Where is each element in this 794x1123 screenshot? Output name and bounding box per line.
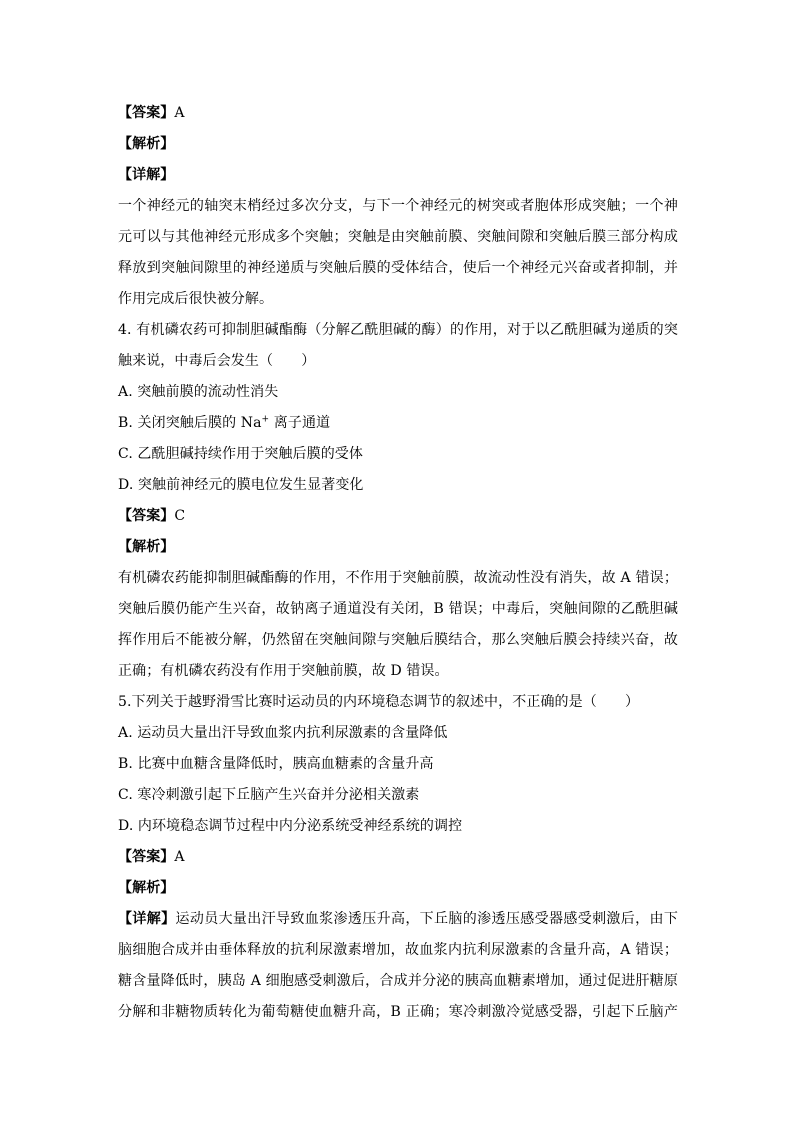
- detail-text: 运动员大量出汗导致血浆渗透压升高，下丘脑的渗透压感受器感受刺激后，由下: [175, 911, 678, 927]
- q4-option-b-superscript: +: [261, 414, 270, 425]
- q4-option-b-rest: 离子通道: [269, 415, 331, 431]
- q3-detail-tag: 【详解】: [118, 167, 175, 183]
- q5-option-d: D. 内环境稳态调节过程中内分泌系统受神经系统的调控: [118, 818, 463, 834]
- q5-answer-line: [118, 842, 678, 873]
- q3-analysis-tag: 【解析】: [118, 136, 175, 152]
- q3-detail-line-1: 一个神经元的轴突末梢经过多次分支，与下一个神经元的树突或者胞体形成突触；一个神: [118, 198, 678, 214]
- q5-stem: 5.下列关于越野滑雪比赛时运动员的内环境稳态调节的叙述中，不正确的是（ ）: [118, 694, 640, 710]
- q4-option-d: D. 突触前神经元的膜电位发生显著变化: [118, 477, 364, 493]
- q4-answer-line: [118, 501, 678, 532]
- q4-option-b-text: B. 关闭突触后膜的 Na: [118, 415, 262, 431]
- answer-tag: 【答案】: [118, 849, 175, 865]
- detail-tag: 【详解】: [118, 911, 176, 927]
- q5-analysis-tag: 【解析】: [118, 880, 175, 896]
- q5-option-b: B. 比赛中血糖含量降低时，胰高血糖素的含量升高: [118, 756, 434, 772]
- document-page: [118, 98, 678, 1028]
- q5-option-c: C. 寒冷刺激引起下丘脑产生兴奋并分泌相关激素: [118, 787, 420, 803]
- answer-tag: 【答案】: [118, 508, 175, 524]
- answer-value: A: [174, 849, 185, 865]
- q4-option-b: [118, 408, 678, 439]
- answer-value: C: [174, 508, 186, 524]
- q3-detail-line-2: 元可以与其他神经元形成多个突触；突触是由突触前膜、突触间隙和突触后膜三部分构成: [118, 229, 678, 245]
- q5-option-a: A. 运动员大量出汗导致血浆内抗利尿激素的含量降低: [118, 725, 448, 741]
- q5-detail-line-1: [118, 904, 678, 935]
- q4-analysis-line-4: 正确；有机磷农药没有作用于突触前膜，故 D 错误。: [118, 663, 449, 679]
- q5-detail-line-2: 脑细胞合成并由垂体释放的抗利尿激素增加，故血浆内抗利尿激素的含量升高，A 错误；: [118, 942, 678, 958]
- q4-stem-line-1: 4. 有机磷农药可抑制胆碱酯酶（分解乙酰胆碱的酶）的作用，对于以乙酰胆碱为递质的突: [118, 322, 678, 338]
- q4-analysis-line-2: 突触后膜仍能产生兴奋，故钠离子通道没有关闭，B 错误；中毒后，突触间隙的乙酰胆碱: [118, 601, 678, 617]
- q3-answer-line: [118, 98, 678, 129]
- q4-option-c: C. 乙酰胆碱持续作用于突触后膜的受体: [118, 446, 364, 462]
- q4-option-a: A. 突触前膜的流动性消失: [118, 384, 279, 400]
- q5-detail-line-4: 分解和非糖物质转化为葡萄糖使血糖升高，B 正确；寒冷刺激冷觉感受器，引起下丘脑产: [118, 1004, 678, 1020]
- q5-detail-line-3: 糖含量降低时，胰岛 A 细胞感受刺激后，合成并分泌的胰高血糖素增加，通过促进肝糖原: [118, 973, 678, 989]
- q4-analysis-line-3: 挥作用后不能被分解，仍然留在突触间隙与突触后膜结合，那么突触后膜会持续兴奋，故: [118, 632, 678, 648]
- q4-analysis-line-1: 有机磷农药能抑制胆碱酯酶的作用，不作用于突触前膜，故流动性没有消失，故 A 错误；: [118, 570, 678, 586]
- answer-value: A: [174, 105, 185, 121]
- q3-detail-line-3: 释放到突触间隙里的神经递质与突触后膜的受体结合，使后一个神经元兴奋或者抑制，并: [118, 260, 678, 276]
- q4-analysis-tag: 【解析】: [118, 539, 175, 555]
- answer-tag: 【答案】: [118, 105, 175, 121]
- q4-stem-line-2: 触来说，中毒后会发生（ ）: [118, 353, 316, 369]
- q3-detail-line-4: 作用完成后很快被分解。: [118, 291, 274, 307]
